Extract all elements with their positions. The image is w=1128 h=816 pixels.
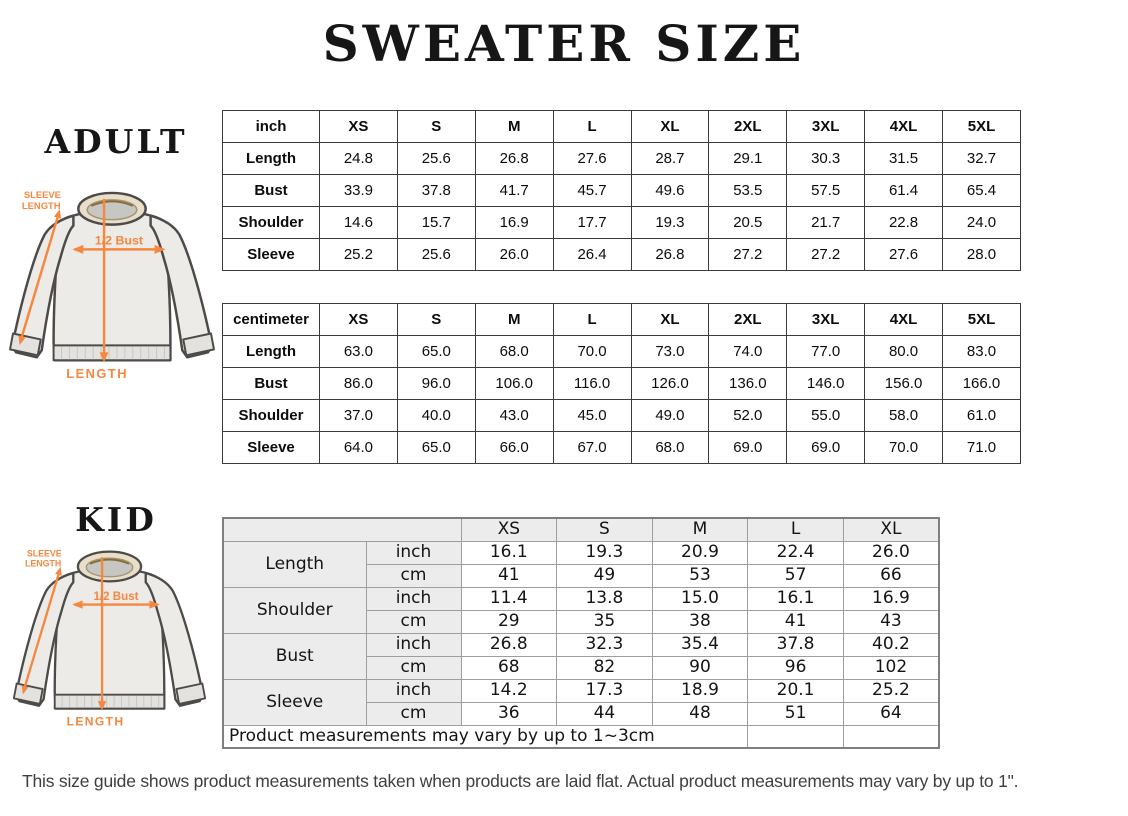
value-cell: 16.1	[748, 587, 844, 610]
size-header-cell: M	[475, 304, 553, 336]
value-cell: 31.5	[865, 143, 943, 175]
table-row	[223, 336, 1021, 368]
length-label: LENGTH	[66, 366, 129, 382]
adult-section-label: ADULT	[44, 122, 188, 161]
value-cell: 71.0	[943, 432, 1021, 464]
value-cell: 61.4	[865, 175, 943, 207]
value-cell: 16.9	[475, 207, 553, 239]
value-cell: 29.1	[709, 143, 787, 175]
table-row	[223, 143, 1021, 175]
size-header-cell: S	[397, 111, 475, 143]
kid-section-label: KID	[75, 500, 157, 539]
value-cell: 106.0	[475, 368, 553, 400]
value-cell: 116.0	[553, 368, 631, 400]
value-cell: 70.0	[865, 432, 943, 464]
value-cell: 86.0	[320, 368, 398, 400]
sweater-hem	[54, 345, 171, 360]
value-cell: 136.0	[709, 368, 787, 400]
value-cell: 43	[843, 610, 939, 633]
value-cell: 14.6	[320, 207, 398, 239]
length-label: LENGTH	[66, 714, 125, 729]
sleeve-length-label-1: SLEEVE	[26, 548, 62, 559]
sweater-hem	[55, 695, 165, 709]
value-cell: 26.8	[461, 633, 557, 656]
value-cell: 37.8	[748, 633, 844, 656]
value-cell: 27.2	[709, 239, 787, 271]
value-cell: 21.7	[787, 207, 865, 239]
value-cell: 57.5	[787, 175, 865, 207]
footer-note: This size guide shows product measurements taken when products are laid flat. Actual product measurements may vary by up to 1".	[22, 771, 1019, 791]
value-cell: 15.7	[397, 207, 475, 239]
row-label-cell: Shoulder	[223, 587, 366, 633]
table-row	[223, 679, 939, 702]
value-cell: 66	[843, 564, 939, 587]
value-cell: 20.9	[652, 541, 748, 564]
value-cell: 55.0	[787, 400, 865, 432]
value-cell: 43.0	[475, 400, 553, 432]
value-cell: 27.6	[865, 239, 943, 271]
value-cell: 126.0	[631, 368, 709, 400]
value-cell: 33.9	[320, 175, 398, 207]
size-header-cell: L	[553, 304, 631, 336]
value-cell: 156.0	[865, 368, 943, 400]
value-cell: 37.8	[397, 175, 475, 207]
value-cell: 80.0	[865, 336, 943, 368]
value-cell: 30.3	[787, 143, 865, 175]
row-label-cell: Length	[223, 143, 320, 175]
value-cell: 25.6	[397, 143, 475, 175]
value-cell: 41	[461, 564, 557, 587]
row-label-cell: Bust	[223, 633, 366, 679]
sleeve-length-label-1: SLEEVE	[23, 188, 61, 200]
size-header-cell: L	[748, 518, 844, 541]
table-header-row	[223, 304, 1021, 336]
size-header-cell: 2XL	[709, 304, 787, 336]
size-header-cell: 3XL	[787, 304, 865, 336]
size-header-cell: XL	[843, 518, 939, 541]
size-header-cell: 3XL	[787, 111, 865, 143]
value-cell: 73.0	[631, 336, 709, 368]
value-cell: 67.0	[553, 432, 631, 464]
value-cell: 25.2	[843, 679, 939, 702]
value-cell: 63.0	[320, 336, 398, 368]
unit-cell: cm	[366, 656, 461, 679]
value-cell: 15.0	[652, 587, 748, 610]
value-cell: 32.3	[557, 633, 653, 656]
value-cell: 16.1	[461, 541, 557, 564]
unit-cell: cm	[366, 564, 461, 587]
size-header-cell: M	[652, 518, 748, 541]
table-row	[223, 175, 1021, 207]
value-cell: 102	[843, 656, 939, 679]
value-cell: 17.7	[553, 207, 631, 239]
value-cell: 65.0	[397, 336, 475, 368]
value-cell: 29	[461, 610, 557, 633]
value-cell: 16.9	[843, 587, 939, 610]
page-title: SWEATER SIZE	[322, 14, 806, 73]
value-cell: 41	[748, 610, 844, 633]
value-cell: 35.4	[652, 633, 748, 656]
table-row	[223, 432, 1021, 464]
empty-cell	[748, 725, 844, 748]
value-cell: 53.5	[709, 175, 787, 207]
value-cell: 77.0	[787, 336, 865, 368]
size-header-cell: XS	[320, 111, 398, 143]
size-header-cell: 4XL	[865, 111, 943, 143]
size-header-cell: 5XL	[943, 111, 1021, 143]
size-header-cell: XL	[631, 111, 709, 143]
value-cell: 20.5	[709, 207, 787, 239]
value-cell: 17.3	[557, 679, 653, 702]
sleeve-length-label-2: LENGTH	[25, 558, 62, 569]
value-cell: 70.0	[553, 336, 631, 368]
size-header-cell: 4XL	[865, 304, 943, 336]
value-cell: 40.2	[843, 633, 939, 656]
value-cell: 28.7	[631, 143, 709, 175]
value-cell: 32.7	[943, 143, 1021, 175]
table-row	[223, 541, 939, 564]
value-cell: 57	[748, 564, 844, 587]
value-cell: 64	[843, 702, 939, 725]
row-label-cell: Shoulder	[223, 207, 320, 239]
adult-cm-table	[222, 303, 1021, 464]
bust-label: 1/2 Bust	[94, 233, 143, 248]
size-header-cell: 5XL	[943, 304, 1021, 336]
value-cell: 14.2	[461, 679, 557, 702]
empty-cell	[843, 725, 939, 748]
value-cell: 74.0	[709, 336, 787, 368]
value-cell: 68.0	[631, 432, 709, 464]
value-cell: 49.6	[631, 175, 709, 207]
value-cell: 69.0	[787, 432, 865, 464]
row-label-cell: Length	[223, 541, 366, 587]
row-label-cell: Sleeve	[223, 679, 366, 725]
table-row	[223, 633, 939, 656]
value-cell: 26.0	[475, 239, 553, 271]
unit-cell: inch	[366, 633, 461, 656]
value-cell: 26.8	[631, 239, 709, 271]
value-cell: 25.6	[397, 239, 475, 271]
table-row	[223, 587, 939, 610]
table-header-row	[223, 518, 939, 541]
unit-cell: inch	[366, 541, 461, 564]
unit-cell: inch	[366, 587, 461, 610]
value-cell: 51	[748, 702, 844, 725]
kid-sweater-illustration	[12, 545, 207, 731]
collar	[78, 193, 145, 225]
table-row	[223, 400, 1021, 432]
size-header-cell: XS	[461, 518, 557, 541]
value-cell: 58.0	[865, 400, 943, 432]
value-cell: 25.2	[320, 239, 398, 271]
size-header-cell: S	[397, 304, 475, 336]
table-row	[223, 368, 1021, 400]
value-cell: 28.0	[943, 239, 1021, 271]
value-cell: 66.0	[475, 432, 553, 464]
adult-sweater-illustration	[8, 186, 216, 384]
value-cell: 19.3	[557, 541, 653, 564]
value-cell: 24.8	[320, 143, 398, 175]
value-cell: 68.0	[475, 336, 553, 368]
collar	[78, 552, 141, 582]
size-header-cell: XS	[320, 304, 398, 336]
value-cell: 27.2	[787, 239, 865, 271]
unit-cell: inch	[366, 679, 461, 702]
value-cell: 27.6	[553, 143, 631, 175]
value-cell: 13.8	[557, 587, 653, 610]
row-label-cell: Length	[223, 336, 320, 368]
value-cell: 22.8	[865, 207, 943, 239]
unit-header-cell: centimeter	[223, 304, 320, 336]
value-cell: 52.0	[709, 400, 787, 432]
row-label-cell: Bust	[223, 368, 320, 400]
value-cell: 36	[461, 702, 557, 725]
table-header-row	[223, 111, 1021, 143]
value-cell: 65.0	[397, 432, 475, 464]
value-cell: 35	[557, 610, 653, 633]
value-cell: 64.0	[320, 432, 398, 464]
value-cell: 61.0	[943, 400, 1021, 432]
value-cell: 68	[461, 656, 557, 679]
value-cell: 26.4	[553, 239, 631, 271]
table-row	[223, 239, 1021, 271]
value-cell: 37.0	[320, 400, 398, 432]
value-cell: 38	[652, 610, 748, 633]
value-cell: 83.0	[943, 336, 1021, 368]
value-cell: 20.1	[748, 679, 844, 702]
value-cell: 90	[652, 656, 748, 679]
value-cell: 48	[652, 702, 748, 725]
row-label-cell: Sleeve	[223, 432, 320, 464]
value-cell: 44	[557, 702, 653, 725]
bust-label: 1/2 Bust	[93, 589, 139, 603]
size-header-cell: M	[475, 111, 553, 143]
corner-cell	[223, 518, 461, 541]
value-cell: 82	[557, 656, 653, 679]
value-cell: 45.0	[553, 400, 631, 432]
unit-cell: cm	[366, 702, 461, 725]
row-label-cell: Sleeve	[223, 239, 320, 271]
value-cell: 69.0	[709, 432, 787, 464]
value-cell: 45.7	[553, 175, 631, 207]
value-cell: 11.4	[461, 587, 557, 610]
table-row	[223, 207, 1021, 239]
unit-cell: cm	[366, 610, 461, 633]
value-cell: 19.3	[631, 207, 709, 239]
value-cell: 49.0	[631, 400, 709, 432]
adult-inch-table	[222, 110, 1021, 271]
size-header-cell: XL	[631, 304, 709, 336]
kid-size-table	[222, 517, 940, 749]
value-cell: 96.0	[397, 368, 475, 400]
note-cell: Product measurements may vary by up to 1~3cm	[223, 725, 748, 748]
value-cell: 96	[748, 656, 844, 679]
note-row	[223, 725, 939, 748]
unit-header-cell: inch	[223, 111, 320, 143]
value-cell: 40.0	[397, 400, 475, 432]
value-cell: 53	[652, 564, 748, 587]
size-header-cell: L	[553, 111, 631, 143]
row-label-cell: Shoulder	[223, 400, 320, 432]
value-cell: 65.4	[943, 175, 1021, 207]
row-label-cell: Bust	[223, 175, 320, 207]
value-cell: 26.0	[843, 541, 939, 564]
sleeve-length-label-2: LENGTH	[21, 199, 61, 211]
value-cell: 49	[557, 564, 653, 587]
value-cell: 146.0	[787, 368, 865, 400]
value-cell: 41.7	[475, 175, 553, 207]
value-cell: 166.0	[943, 368, 1021, 400]
size-header-cell: 2XL	[709, 111, 787, 143]
value-cell: 24.0	[943, 207, 1021, 239]
value-cell: 26.8	[475, 143, 553, 175]
size-header-cell: S	[557, 518, 653, 541]
value-cell: 22.4	[748, 541, 844, 564]
value-cell: 18.9	[652, 679, 748, 702]
